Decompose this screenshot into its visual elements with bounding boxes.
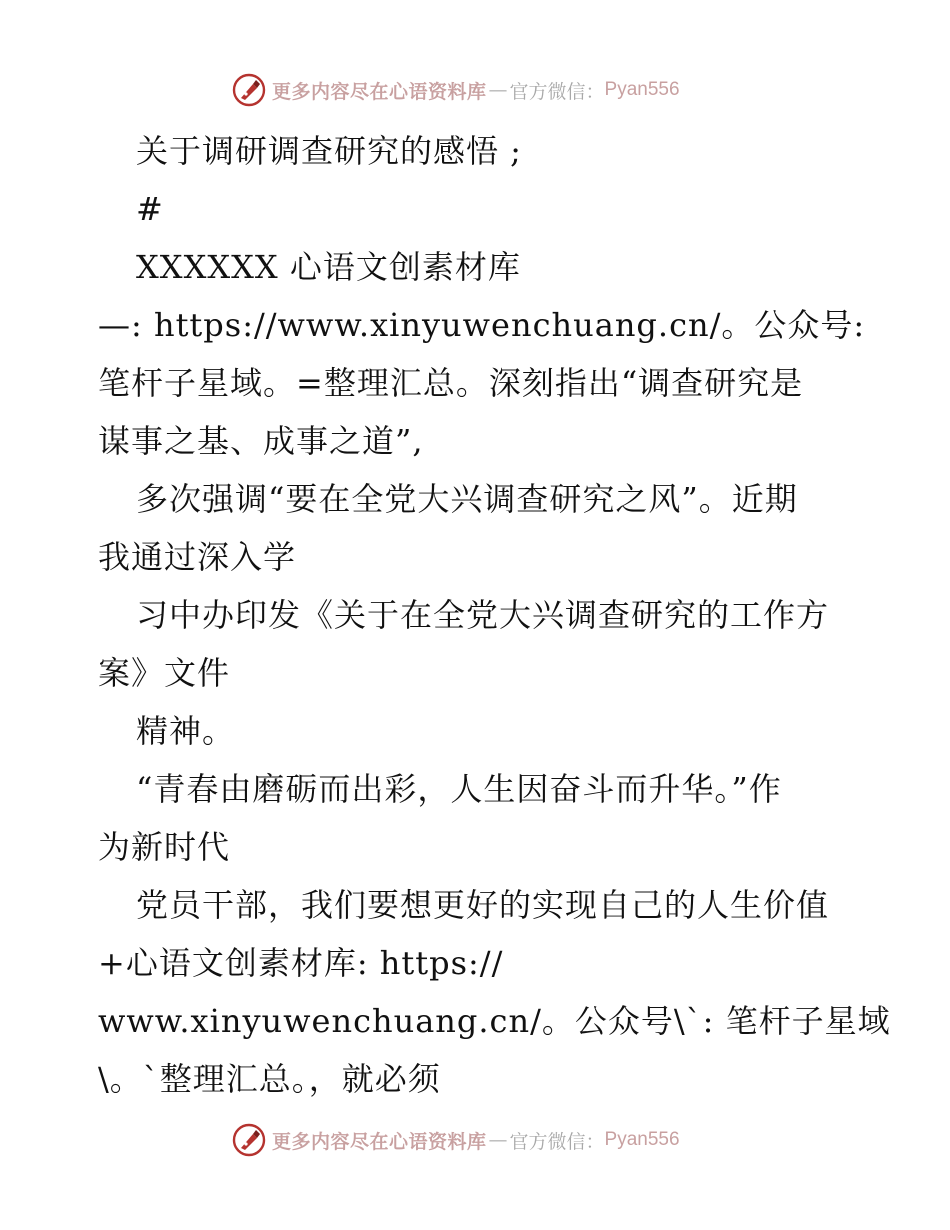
footer-brand-text: 更多内容尽在心语资料库 [272, 1130, 487, 1153]
body-line: —: https://www.xinyuwenchuang.cn/。公众号: [98, 306, 866, 344]
document-body [98, 122, 891, 1108]
body-line: 谋事之基、成事之道”, [98, 422, 424, 460]
header-wechat-label: 官方微信： [509, 80, 605, 103]
document-title: 关于调研调查研究的感悟 ; [136, 132, 522, 170]
body-line: “青春由磨砺而出彩，人生因奋斗而升华。”作 [136, 770, 782, 808]
body-line: www.xinyuwenchuang.cn/。公众号\`: 笔杆子星域 [98, 1002, 891, 1040]
header-separator: — [488, 79, 508, 101]
header-wechat-id: Pyan556 [604, 79, 680, 100]
header-brand-text: 更多内容尽在心语资料库 [272, 80, 487, 103]
body-line: \。`整理汇总。，就必须 [98, 1060, 441, 1098]
pen-nib-logo-icon [232, 73, 266, 107]
pen-nib-logo-icon [232, 1123, 266, 1157]
body-line: 我通过深入学 [98, 538, 297, 576]
body-line: 笔杆子星域。=整理汇总。深刻指出“调查研究是 [98, 364, 804, 402]
body-line: 多次强调“要在全党大兴调查研究之风”。近期 [136, 480, 798, 518]
footer-banner [232, 1120, 752, 1160]
header-banner [232, 70, 752, 110]
body-line: 精神。 [136, 712, 236, 750]
body-line: 为新时代 [98, 828, 231, 866]
body-line: +心语文创素材库: https:// [98, 944, 504, 982]
footer-wechat-label: 官方微信： [509, 1130, 605, 1153]
footer-separator: — [488, 1129, 508, 1151]
footer-wechat-id: Pyan556 [604, 1129, 680, 1150]
body-line: XXXXXX 心语文创素材库 [136, 248, 521, 286]
body-line: 党员干部，我们要想更好的实现自己的人生价值 [136, 886, 830, 924]
body-line: # [136, 190, 164, 228]
body-line: 案》文件 [98, 654, 231, 692]
body-line: 习中办印发《关于在全党大兴调查研究的工作方 [136, 596, 830, 634]
